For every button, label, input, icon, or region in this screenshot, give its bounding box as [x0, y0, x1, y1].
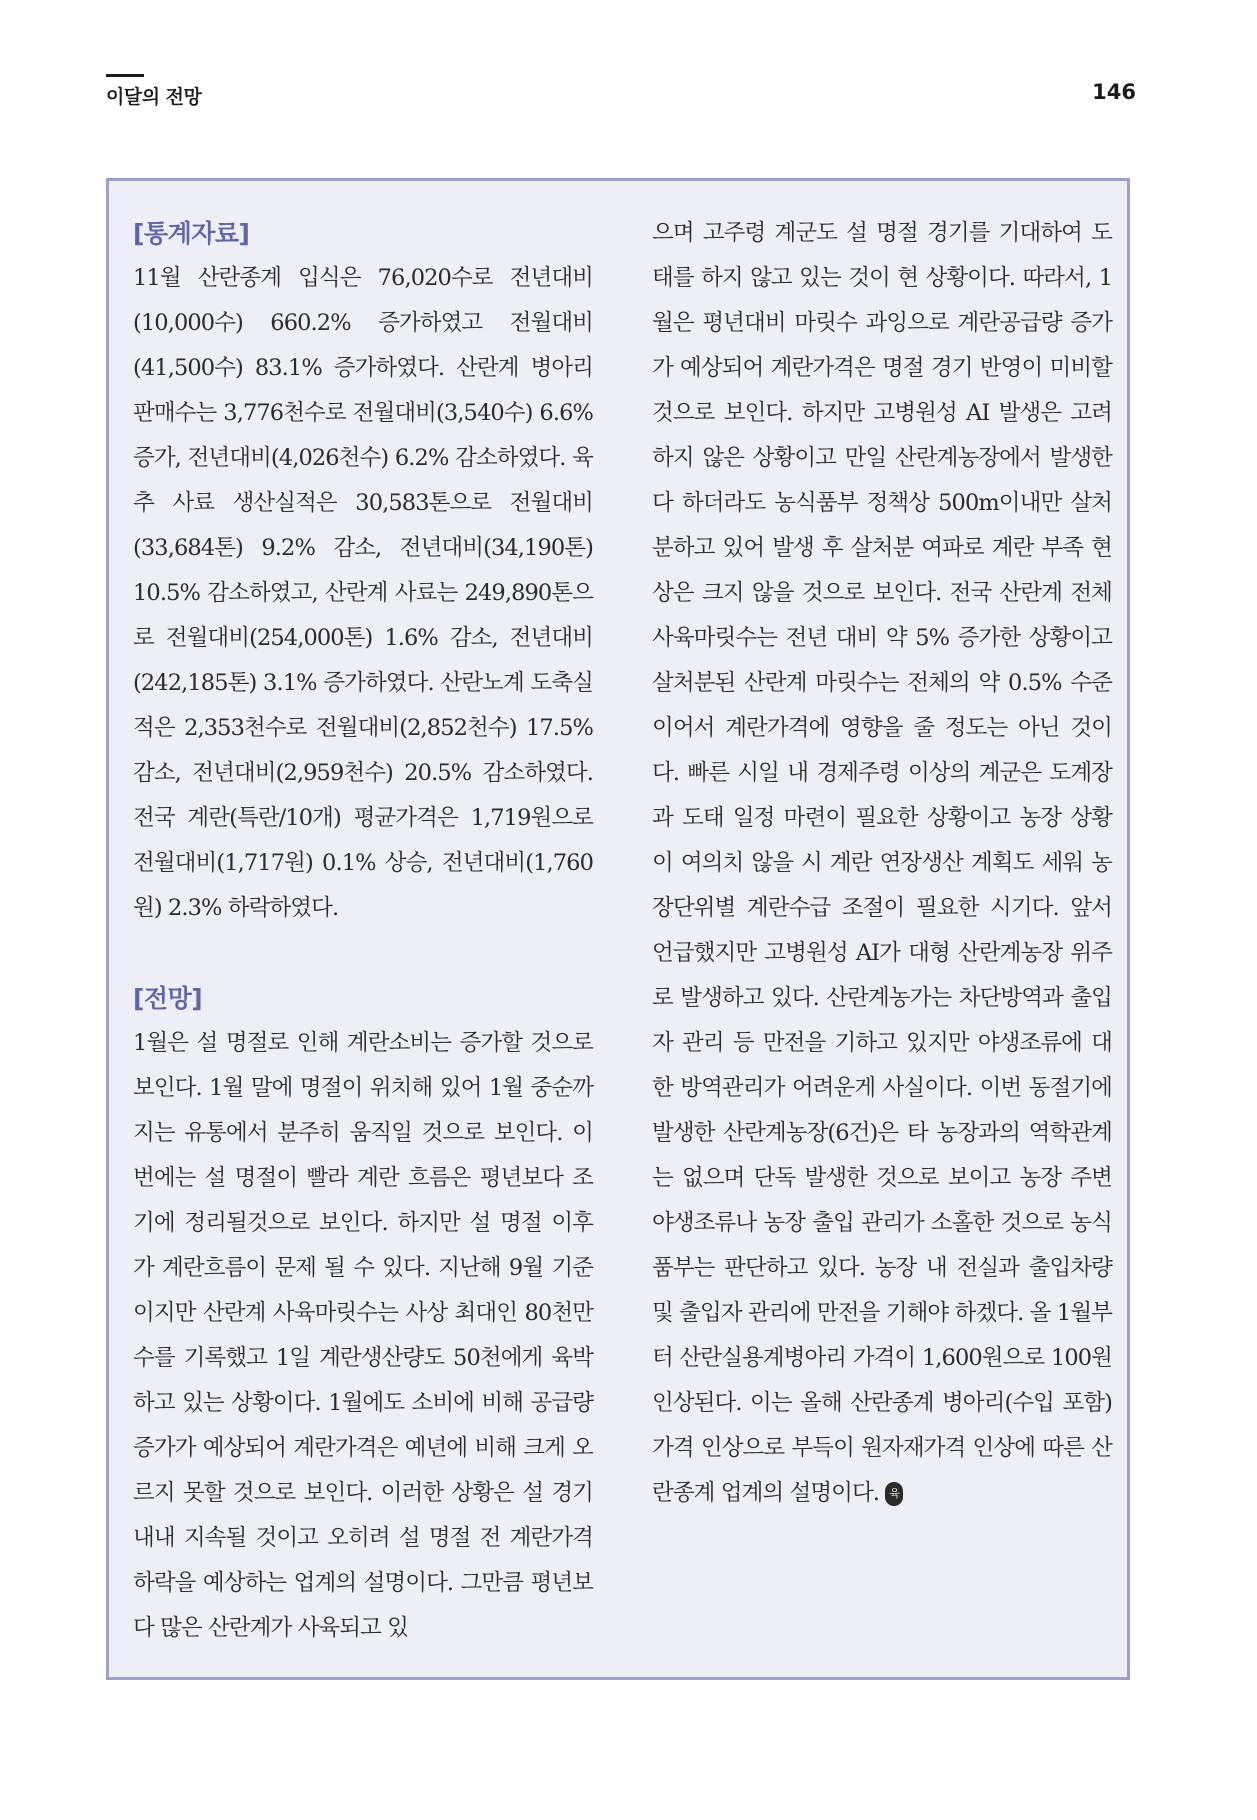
header-rule	[106, 74, 144, 77]
outlook-paragraph: 1월은 설 명절로 인해 계란소비는 증가할 것으로 보인다. 1월 말에 명절이 위치해 있어 1월 중순까지는 유통에서 분주히 움직일 것으로 보인다. 이번에는 설 명절이 빨라 계란 흐름은 평년보다 조기에 정리될것으로 보인다. 하지만 설 명절 이후가 계란흐름이 문제 될 수 있다. 지난해 9월 기준이지만 산란계 사육마릿수는 사상 최대인 80천만수를 기록했고 1일 계란생산량도 50천에게 육박하고 있는 상황이다. 1월에도 소비에 비해 공급량 증가가 예상되어 계란가격은 예년에 비해 크게 오르지 못할 것으로 보인다. 이러한 상황은 설 경기 내내 지속될 것이고 오히려 설 명절 전 계란가격 하락을 예상하는 업계의 설명이다. 그만큼 평년보다 많은 산란계가 사육되고 있	[133, 1030, 593, 1641]
section-name: 이달의 전망	[106, 86, 202, 108]
outlook-continued-text: 으며 고주령 계군도 설 명절 경기를 기대하여 도태를 하지 않고 있는 것이 현 상황이다. 따라서, 1월은 평년대비 마릿수 과잉으로 계란공급량 증가가 예상되어 계란가격은 명절 경기 반영이 미비할 것으로 보인다. 하지만 고병원성 AI 발생은 고려하지 않은 상황이고 만일 산란계농장에서 발생한다 하더라도 농식품부 정책상 500m이내만 살처분하고 있어 발생 후 살처분 여파로 계란 부족 현상은 크지 않을 것으로 보인다. 전국 산란계 전체 사육마릿수는 전년 대비 약 5% 증가한 상황이고 살처분된 산란계 마릿수는 전체의 약 0.5% 수준이어서 계란가격에 영향을 줄 정도는 아닌 것이다. 빠른 시일 내 경제주령 이상의 계군은 도계장과 도태 일정 마련이 필요한 상황이고 농장 상황이 여의치 않을 시 계란 연장생산 계획도 세워 농장단위별 계란수급 조절이 필요한 시기다. 앞서 언급했지만 고병원성 AI가 대형 산란계농장 위주로 발생하고 있다. 산란계농가는 차단방역과 출입자 관리 등 만전을 기하고 있지만 야생조류에 대한 방역관리가 어려운게 사실이다. 이번 동절기에 발생한 산란계농장(6건)은 타 농장과의 역학관계는 없으며 단독 발생한 것으로 보이고 농장 주변 야생조류나 농장 출입 관리가 소홀한 것으로 농식품부는 판단하고 있다. 농장 내 전실과 출입차량 및 출입자 관리에 만전을 기해야 하겠다. 올 1월부터 산란실용계병아리 가격이 1,600원으로 100원 인상된다. 이는 올해 산란종계 병아리(수입 포함) 가격 인상으로 부득이 원자재가격 인상에 따른 산란종계 업계의 설명이다.	[652, 220, 1112, 1506]
statistics-paragraph: 11월 산란종계 입식은 76,020수로 전년대비(10,000수) 660.2% 증가하였고 전월대비(41,500수) 83.1% 증가하였다. 산란계 병아리 판매수는 3,776천수로 전월대비(3,540수) 6.6% 증가, 전년대비(4,026천수) 6.2% 감소하였다. 육추 사료 생산실적은 30,583톤으로 전월대비(33,684톤) 9.2% 감소, 전년대비(34,190톤) 10.5% 감소하였고, 산란계 사료는 249,890톤으로 전월대비(254,000톤) 1.6% 감소, 전년대비(242,185톤) 3.1% 증가하였다. 산란노계 도축실적은 2,353천수로 전월대비(2,852천수) 17.5% 감소, 전년대비(2,959천수) 20.5% 감소하였다. 전국 계란(특란/10개) 평균가격은 1,719원으로 전월대비(1,717원) 0.1% 상승, 전년대비(1,760원) 2.3% 하락하였다.	[133, 265, 593, 921]
end-mark-icon: 육	[885, 1482, 903, 1506]
page-number: 146	[1092, 80, 1136, 104]
statistics-heading: [통계자료]	[133, 219, 250, 248]
outlook-paragraph-continued	[652, 211, 1112, 1516]
content-box	[106, 178, 1130, 1680]
right-column	[652, 211, 1112, 1516]
outlook-heading: [전망]	[133, 984, 203, 1013]
left-column	[133, 211, 593, 1651]
